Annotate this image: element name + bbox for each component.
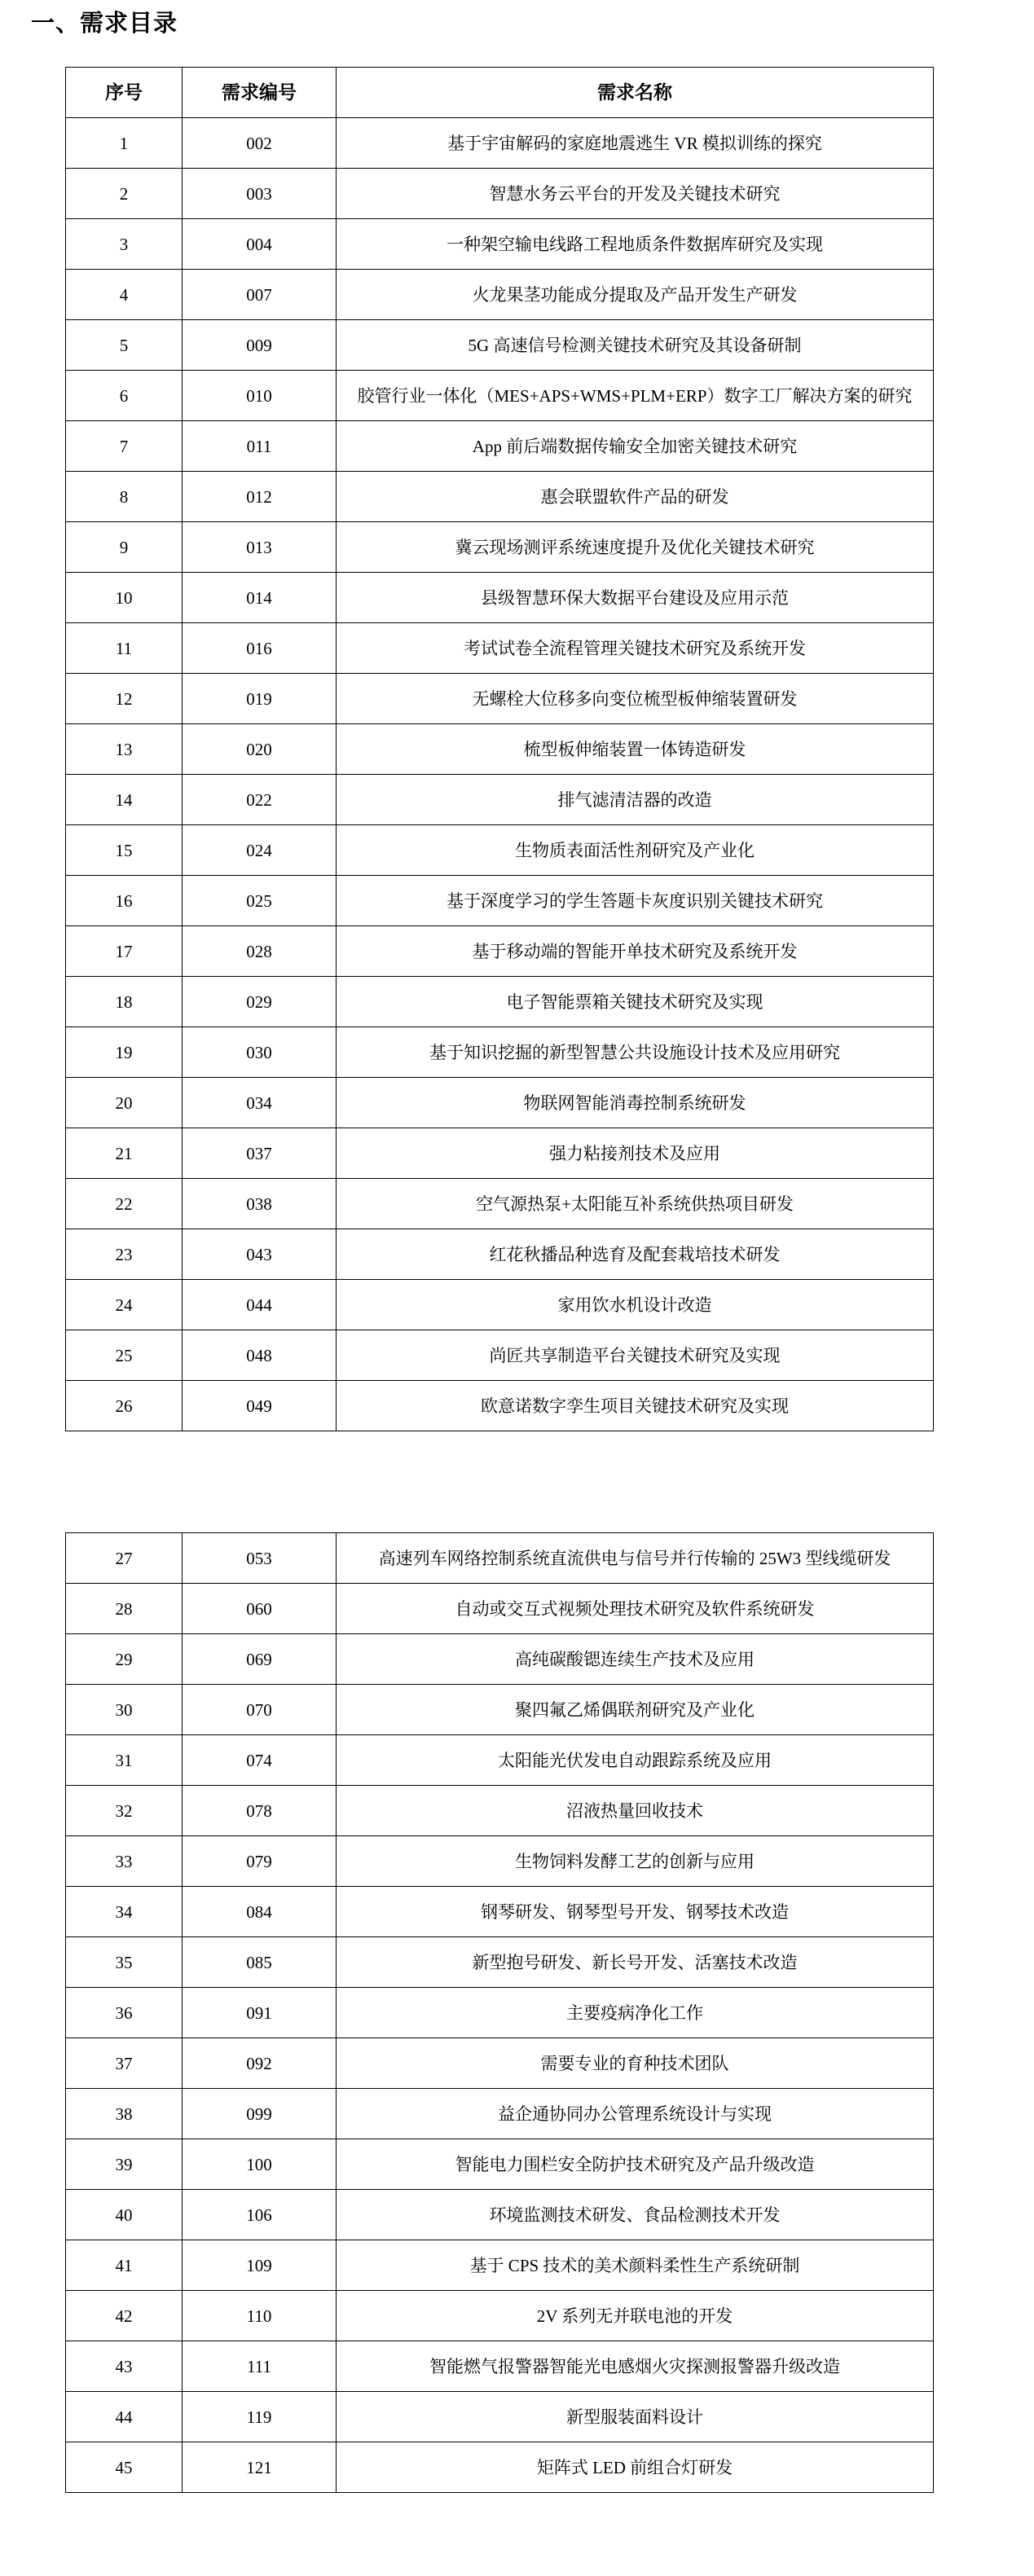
table-row (66, 2089, 934, 2139)
table-row (66, 1584, 934, 1634)
requirement-code-cell: 069 (183, 1634, 337, 1685)
serial-number-cell: 12 (66, 674, 183, 724)
requirement-code-cell: 004 (183, 219, 337, 270)
requirement-code-cell: 038 (183, 1179, 337, 1229)
table-row (66, 2442, 934, 2493)
header-row (66, 68, 934, 118)
table-row (66, 371, 934, 421)
table-header (66, 68, 934, 118)
requirement-code-cell: 002 (183, 118, 337, 169)
requirement-code-cell: 100 (183, 2139, 337, 2190)
table-row (66, 2291, 934, 2341)
table-row (66, 1735, 934, 1786)
serial-number-cell: 20 (66, 1078, 183, 1128)
table-row (66, 1280, 934, 1330)
requirement-name-cell: 火龙果茎功能成分提取及产品开发生产研发 (337, 270, 934, 320)
table-row (66, 2341, 934, 2392)
table-row (66, 1634, 934, 1685)
requirement-name-cell: 智慧水务云平台的开发及关键技术研究 (337, 169, 934, 219)
serial-number-cell: 10 (66, 573, 183, 623)
table-row (66, 1533, 934, 1584)
requirement-name-cell: 尚匠共享制造平台关键技术研究及实现 (337, 1330, 934, 1381)
requirement-code-cell: 024 (183, 825, 337, 876)
requirement-name-cell: 考试试卷全流程管理关键技术研究及系统开发 (337, 623, 934, 674)
requirement-name-cell: 物联网智能消毒控制系统研发 (337, 1078, 934, 1128)
table-row (66, 320, 934, 371)
requirement-code-cell: 012 (183, 472, 337, 522)
serial-number-cell: 4 (66, 270, 183, 320)
serial-number-cell: 40 (66, 2190, 183, 2240)
requirement-name-cell: 惠会联盟软件产品的研发 (337, 472, 934, 522)
table-row (66, 926, 934, 977)
requirement-code-cell: 044 (183, 1280, 337, 1330)
requirement-name-cell: 新型抱号研发、新长号开发、活塞技术改造 (337, 1937, 934, 1988)
requirement-name-cell: 一种架空输电线路工程地质条件数据库研究及实现 (337, 219, 934, 270)
serial-number-cell: 9 (66, 522, 183, 573)
header-requirement-name: 需求名称 (337, 68, 934, 118)
requirement-name-cell: 高纯碳酸锶连续生产技术及应用 (337, 1634, 934, 1685)
requirement-name-cell: 高速列车网络控制系统直流供电与信号并行传输的 25W3 型线缆研发 (337, 1533, 934, 1584)
table-row (66, 573, 934, 623)
requirement-code-cell: 030 (183, 1027, 337, 1078)
table-row (66, 724, 934, 775)
requirement-name-cell: 矩阵式 LED 前组合灯研发 (337, 2442, 934, 2493)
table-row (66, 2038, 934, 2089)
serial-number-cell: 19 (66, 1027, 183, 1078)
requirement-code-cell: 085 (183, 1937, 337, 1988)
serial-number-cell: 18 (66, 977, 183, 1027)
requirement-code-cell: 034 (183, 1078, 337, 1128)
serial-number-cell: 45 (66, 2442, 183, 2493)
requirement-code-cell: 091 (183, 1988, 337, 2038)
requirement-name-cell: 基于知识挖掘的新型智慧公共设施设计技术及应用研究 (337, 1027, 934, 1078)
requirement-name-cell: 益企通协同办公管理系统设计与实现 (337, 2089, 934, 2139)
requirement-code-cell: 119 (183, 2392, 337, 2442)
table-row (66, 1937, 934, 1988)
serial-number-cell: 36 (66, 1988, 183, 2038)
requirement-name-cell: 排气滤清洁器的改造 (337, 775, 934, 825)
requirement-name-cell: 沼液热量回收技术 (337, 1786, 934, 1836)
serial-number-cell: 44 (66, 2392, 183, 2442)
header-serial-number: 序号 (66, 68, 183, 118)
serial-number-cell: 11 (66, 623, 183, 674)
serial-number-cell: 33 (66, 1836, 183, 1887)
requirement-code-cell: 013 (183, 522, 337, 573)
table-row (66, 825, 934, 876)
serial-number-cell: 31 (66, 1735, 183, 1786)
table-row (66, 1229, 934, 1280)
requirement-code-cell: 079 (183, 1836, 337, 1887)
serial-number-cell: 2 (66, 169, 183, 219)
table-row (66, 2240, 934, 2291)
requirement-code-cell: 110 (183, 2291, 337, 2341)
serial-number-cell: 7 (66, 421, 183, 472)
serial-number-cell: 23 (66, 1229, 183, 1280)
requirement-code-cell: 084 (183, 1887, 337, 1937)
table-row (66, 1027, 934, 1078)
requirement-name-cell: 基于 CPS 技术的美术颜料柔性生产系统研制 (337, 2240, 934, 2291)
table-row (66, 2392, 934, 2442)
serial-number-cell: 17 (66, 926, 183, 977)
table-row (66, 1786, 934, 1836)
requirement-code-cell: 048 (183, 1330, 337, 1381)
serial-number-cell: 29 (66, 1634, 183, 1685)
requirement-code-cell: 019 (183, 674, 337, 724)
requirement-code-cell: 099 (183, 2089, 337, 2139)
requirement-code-cell: 007 (183, 270, 337, 320)
serial-number-cell: 35 (66, 1937, 183, 1988)
table-row (66, 674, 934, 724)
requirement-name-cell: 空气源热泵+太阳能互补系统供热项目研发 (337, 1179, 934, 1229)
requirement-code-cell: 029 (183, 977, 337, 1027)
requirement-code-cell: 106 (183, 2190, 337, 2240)
requirement-code-cell: 025 (183, 876, 337, 926)
requirement-code-cell: 037 (183, 1128, 337, 1179)
requirement-name-cell: 基于深度学习的学生答题卡灰度识别关键技术研究 (337, 876, 934, 926)
requirement-name-cell: 红花秋播品种选育及配套栽培技术研发 (337, 1229, 934, 1280)
serial-number-cell: 1 (66, 118, 183, 169)
table-row (66, 1685, 934, 1735)
table-row (66, 118, 934, 169)
serial-number-cell: 21 (66, 1128, 183, 1179)
requirement-code-cell: 049 (183, 1381, 337, 1431)
serial-number-cell: 34 (66, 1887, 183, 1937)
requirement-name-cell: 新型服装面料设计 (337, 2392, 934, 2442)
table-body-part2 (66, 1533, 934, 2493)
table-row (66, 1078, 934, 1128)
table-row (66, 876, 934, 926)
table-row (66, 1836, 934, 1887)
serial-number-cell: 22 (66, 1179, 183, 1229)
serial-number-cell: 27 (66, 1533, 183, 1584)
serial-number-cell: 5 (66, 320, 183, 371)
serial-number-cell: 43 (66, 2341, 183, 2392)
requirement-code-cell: 010 (183, 371, 337, 421)
requirement-code-cell: 109 (183, 2240, 337, 2291)
serial-number-cell: 3 (66, 219, 183, 270)
requirements-table-part2 (65, 1532, 934, 2493)
requirement-code-cell: 016 (183, 623, 337, 674)
table-row (66, 623, 934, 674)
table-row (66, 1988, 934, 2038)
requirement-name-cell: 需要专业的育种技术团队 (337, 2038, 934, 2089)
table-row (66, 169, 934, 219)
requirement-name-cell: 胶管行业一体化（MES+APS+WMS+PLM+ERP）数字工厂解决方案的研究 (337, 371, 934, 421)
requirement-name-cell: App 前后端数据传输安全加密关键技术研究 (337, 421, 934, 472)
requirement-code-cell: 074 (183, 1735, 337, 1786)
requirement-code-cell: 121 (183, 2442, 337, 2493)
requirement-code-cell: 078 (183, 1786, 337, 1836)
serial-number-cell: 8 (66, 472, 183, 522)
serial-number-cell: 39 (66, 2139, 183, 2190)
serial-number-cell: 14 (66, 775, 183, 825)
serial-number-cell: 16 (66, 876, 183, 926)
requirement-name-cell: 基于宇宙解码的家庭地震逃生 VR 模拟训练的探究 (337, 118, 934, 169)
table-row (66, 2139, 934, 2190)
requirement-code-cell: 011 (183, 421, 337, 472)
serial-number-cell: 13 (66, 724, 183, 775)
requirement-name-cell: 强力粘接剂技术及应用 (337, 1128, 934, 1179)
table-row (66, 977, 934, 1027)
table-row (66, 1887, 934, 1937)
serial-number-cell: 15 (66, 825, 183, 876)
requirement-code-cell: 060 (183, 1584, 337, 1634)
requirement-name-cell: 冀云现场测评系统速度提升及优化关键技术研究 (337, 522, 934, 573)
serial-number-cell: 6 (66, 371, 183, 421)
requirement-name-cell: 2V 系列无并联电池的开发 (337, 2291, 934, 2341)
table-row (66, 1128, 934, 1179)
serial-number-cell: 32 (66, 1786, 183, 1836)
serial-number-cell: 37 (66, 2038, 183, 2089)
serial-number-cell: 28 (66, 1584, 183, 1634)
requirement-name-cell: 智能电力围栏安全防护技术研究及产品升级改造 (337, 2139, 934, 2190)
requirement-code-cell: 003 (183, 169, 337, 219)
requirement-code-cell: 028 (183, 926, 337, 977)
requirement-name-cell: 5G 高速信号检测关键技术研究及其设备研制 (337, 320, 934, 371)
table-row (66, 421, 934, 472)
requirement-name-cell: 生物质表面活性剂研究及产业化 (337, 825, 934, 876)
table-row (66, 2190, 934, 2240)
requirement-name-cell: 无螺栓大位移多向变位梳型板伸缩装置研发 (337, 674, 934, 724)
table-row (66, 1381, 934, 1431)
requirement-name-cell: 基于移动端的智能开单技术研究及系统开发 (337, 926, 934, 977)
page-title: 一、需求目录 (31, 11, 178, 37)
requirement-code-cell: 009 (183, 320, 337, 371)
requirement-name-cell: 钢琴研发、钢琴型号开发、钢琴技术改造 (337, 1887, 934, 1937)
requirement-code-cell: 053 (183, 1533, 337, 1584)
requirement-code-cell: 092 (183, 2038, 337, 2089)
table-row (66, 472, 934, 522)
table-row (66, 522, 934, 573)
requirement-name-cell: 生物饲料发酵工艺的创新与应用 (337, 1836, 934, 1887)
requirement-name-cell: 欧意诺数字孪生项目关键技术研究及实现 (337, 1381, 934, 1431)
table-body-part1 (66, 118, 934, 1431)
requirement-name-cell: 主要疫病净化工作 (337, 1988, 934, 2038)
table-row (66, 775, 934, 825)
serial-number-cell: 25 (66, 1330, 183, 1381)
serial-number-cell: 30 (66, 1685, 183, 1735)
table-row (66, 219, 934, 270)
requirement-code-cell: 014 (183, 573, 337, 623)
requirement-code-cell: 070 (183, 1685, 337, 1735)
requirement-name-cell: 聚四氟乙烯偶联剂研究及产业化 (337, 1685, 934, 1735)
header-requirement-code: 需求编号 (183, 68, 337, 118)
requirements-table-part1 (65, 67, 934, 1431)
table-row (66, 1330, 934, 1381)
requirement-code-cell: 111 (183, 2341, 337, 2392)
requirement-name-cell: 太阳能光伏发电自动跟踪系统及应用 (337, 1735, 934, 1786)
serial-number-cell: 38 (66, 2089, 183, 2139)
requirement-code-cell: 020 (183, 724, 337, 775)
serial-number-cell: 26 (66, 1381, 183, 1431)
table-row (66, 1179, 934, 1229)
requirement-code-cell: 043 (183, 1229, 337, 1280)
requirement-name-cell: 电子智能票箱关键技术研究及实现 (337, 977, 934, 1027)
requirement-name-cell: 智能燃气报警器智能光电感烟火灾探测报警器升级改造 (337, 2341, 934, 2392)
serial-number-cell: 41 (66, 2240, 183, 2291)
requirement-name-cell: 环境监测技术研发、食品检测技术开发 (337, 2190, 934, 2240)
serial-number-cell: 24 (66, 1280, 183, 1330)
requirement-name-cell: 县级智慧环保大数据平台建设及应用示范 (337, 573, 934, 623)
table-row (66, 270, 934, 320)
requirement-name-cell: 自动或交互式视频处理技术研究及软件系统研发 (337, 1584, 934, 1634)
serial-number-cell: 42 (66, 2291, 183, 2341)
requirement-name-cell: 梳型板伸缩装置一体铸造研发 (337, 724, 934, 775)
requirement-name-cell: 家用饮水机设计改造 (337, 1280, 934, 1330)
requirement-code-cell: 022 (183, 775, 337, 825)
